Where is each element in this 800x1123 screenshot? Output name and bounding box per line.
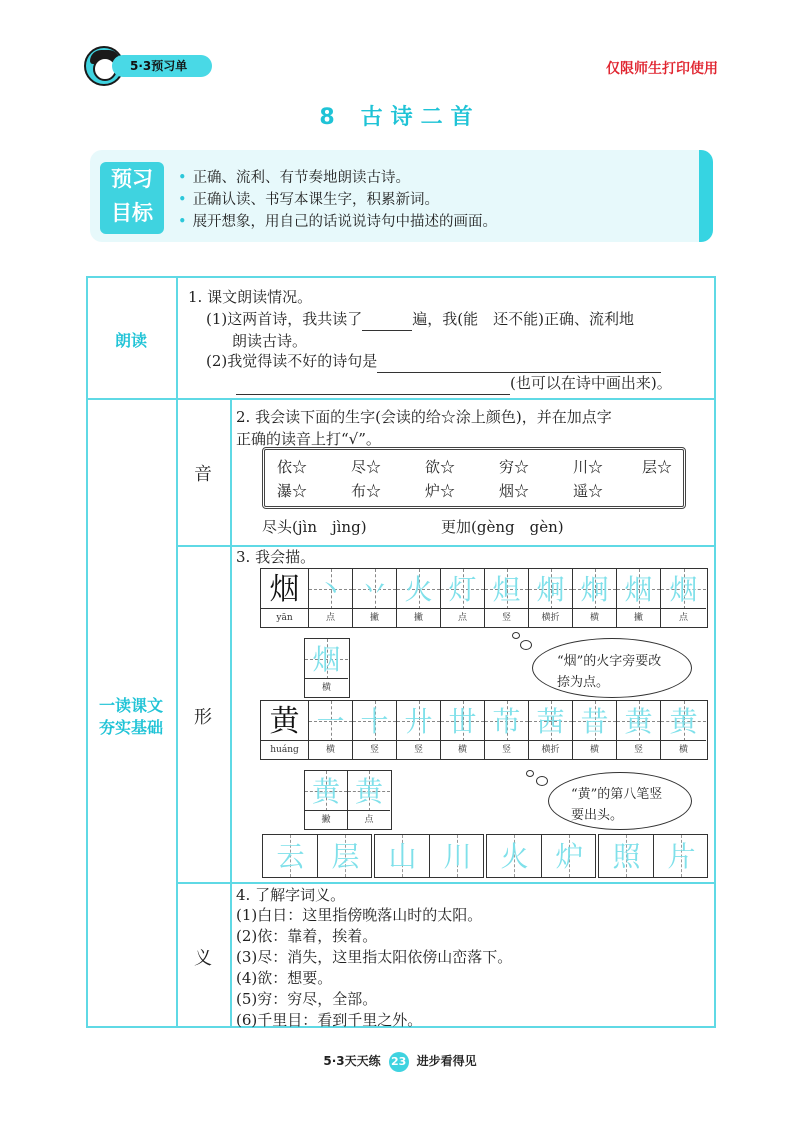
- word-tile: 火 炉: [486, 834, 596, 878]
- word-tile: 云 层: [262, 834, 372, 878]
- meaning-item: (1)白日：这里指傍晚落山时的太阳。: [236, 906, 483, 924]
- goal-item: • 正确认读、书写本课生字，积累新词。: [178, 192, 440, 208]
- q1-part2: (2)我觉得读不好的诗句是: [206, 350, 661, 373]
- yan-writing-grid: 烟 yān 丶 点 丷 撇 火 撇 灯 点 炟 竖 炯 横折 炯 横 烟 撇 烟 点: [260, 568, 708, 628]
- difficult-line-blank[interactable]: [377, 350, 661, 373]
- bullet-icon: •: [178, 192, 187, 208]
- meaning-item: (2)依：靠着，挨着。: [236, 927, 378, 945]
- char-star[interactable]: 欲☆: [425, 458, 456, 476]
- bullet-icon: •: [178, 170, 187, 186]
- read-count-blank[interactable]: [362, 308, 412, 331]
- page-title: [0, 100, 800, 131]
- q1-part1: (1)这两首诗，我共读了 遍，我(能 还不能)正确、流利地: [206, 308, 634, 331]
- goal-item: • 正确、流利、有节奏地朗读古诗。: [178, 170, 411, 186]
- character-box: [262, 447, 686, 509]
- q4-list: [236, 905, 512, 1031]
- series-badge: 5·3预习单: [112, 55, 212, 77]
- char-star[interactable]: 川☆: [573, 458, 604, 476]
- goals-label: 预习 目标: [100, 162, 164, 234]
- bullet-icon: •: [178, 214, 187, 230]
- yan-extra-cell: 烟 横: [304, 638, 350, 698]
- page-footer: 5·3天天练 23 进步看得见: [0, 1052, 800, 1072]
- q2-title-cont: 正确的读音上打“√”。: [236, 430, 381, 448]
- char-star[interactable]: 遥☆: [573, 482, 604, 500]
- pinyin-choice-2: 更加(gèng gèn): [441, 518, 564, 536]
- meaning-item: (5)穷：穷尽，全部。: [236, 990, 378, 1008]
- char-star[interactable]: 瀑☆: [277, 482, 308, 500]
- q1-part1-cont: 朗读古诗。: [232, 332, 308, 350]
- page-number: 23: [389, 1052, 409, 1072]
- word-tile: 山 川: [374, 834, 484, 878]
- meaning-item: (3)尽：消失，这里指太阳依傍山峦落下。: [236, 948, 513, 966]
- print-notice: 仅限师生打印使用: [606, 61, 718, 77]
- q1-title: 1. 课文朗读情况。: [188, 288, 313, 306]
- meaning-item: (6)千里目：看到千里之外。: [236, 1011, 423, 1029]
- lesson-title: 古诗二首: [360, 105, 481, 130]
- section-foundation: 一读课文 夯实基础: [98, 696, 163, 737]
- lesson-number: 8: [319, 105, 343, 130]
- char-star[interactable]: 烟☆: [499, 482, 530, 500]
- pinyin-choice-1: 尽头(jìn jìng): [262, 518, 367, 536]
- char-star[interactable]: 层☆: [642, 458, 673, 476]
- goal-item: • 展开想象，用自己的话说说诗句中描述的画面。: [178, 214, 498, 230]
- char-star[interactable]: 穷☆: [499, 458, 530, 476]
- q1-part2-cont: (也可以在诗中画出来)。: [236, 372, 672, 395]
- q4-title: 4. 了解字词义。: [236, 886, 346, 904]
- goals-list: [178, 167, 497, 233]
- pinyin-options[interactable]: (gèng gèn): [471, 518, 564, 536]
- char-star[interactable]: 依☆: [277, 458, 308, 476]
- pinyin-options[interactable]: (jìn jìng): [292, 518, 367, 536]
- huang-writing-grid: 黄 huáng 一 横 十 竖 廾 竖 丗 横 芇 竖 茜 横折 昔 横 黄 竖 黄 横: [260, 700, 708, 760]
- section-reading: 朗读: [114, 331, 147, 350]
- section-sound: 音: [194, 464, 212, 485]
- huang-tip-bubble: “黄”的第八笔竖要出头。: [548, 772, 692, 830]
- word-tile: 照 片: [598, 834, 708, 878]
- char-star[interactable]: 炉☆: [425, 482, 456, 500]
- char-star[interactable]: 尽☆: [351, 458, 382, 476]
- yan-tip-bubble: “烟”的火字旁要改捺为点。: [532, 638, 692, 698]
- q3-title: 3. 我会描。: [236, 548, 316, 566]
- goals-tab: [699, 150, 713, 242]
- meaning-item: (4)欲：想要。: [236, 969, 333, 987]
- huang-extra-cells: 黄 撇 黄 点: [304, 770, 392, 830]
- section-meaning: 义: [194, 948, 212, 969]
- char-star[interactable]: 布☆: [351, 482, 382, 500]
- section-form: 形: [194, 707, 212, 728]
- q2-title: 2. 我会读下面的生字(会读的给☆涂上颜色)，并在加点字: [236, 408, 612, 426]
- difficult-line-blank-2[interactable]: [236, 372, 510, 395]
